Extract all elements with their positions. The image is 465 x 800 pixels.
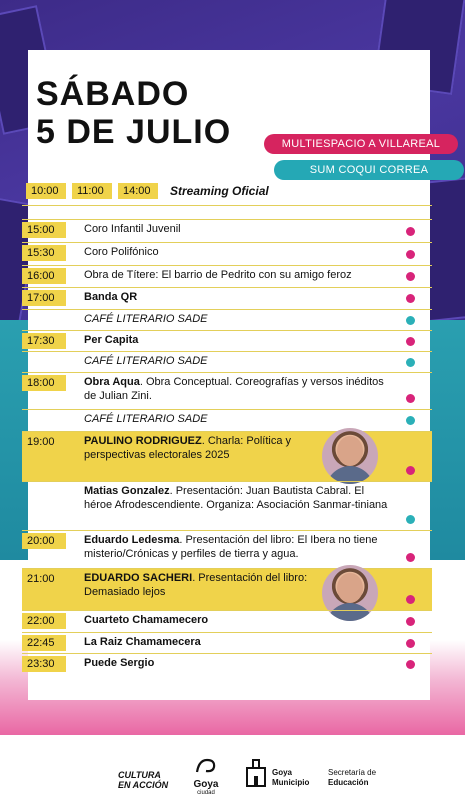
- schedule-description: [84, 312, 394, 326]
- schedule-row: [22, 568, 432, 610]
- schedule-text-part: CAFÉ LITERARIO SADE: [84, 413, 208, 425]
- schedule-time: 19:00: [27, 436, 55, 448]
- schedule-time: 23:30: [22, 656, 66, 672]
- secretaria-label: [328, 768, 376, 788]
- schedule-time: 22:00: [22, 613, 66, 629]
- teal-dot-icon: [406, 515, 415, 524]
- pink-dot-icon: [406, 617, 415, 626]
- schedule-time: 16:00: [22, 268, 66, 284]
- logo-line-2: Libro Goya: [314, 79, 373, 93]
- schedule-row: [22, 219, 432, 242]
- logo-line-1: 7°Feria del: [314, 64, 373, 78]
- goya-swirl-icon: [195, 758, 217, 774]
- schedule-text-part: EDUARDO SACHERI: [84, 572, 193, 584]
- venue-badge-villareal: MULTIESPACIO A VILLAREAL: [264, 134, 458, 154]
- schedule-text-part: PAULINO RODRIGUEZ: [84, 435, 202, 447]
- goya-ciudad-logo: [188, 758, 224, 797]
- schedule-time: 20:00: [22, 533, 66, 549]
- schedule-description: [84, 333, 394, 347]
- pink-dot-icon: [406, 394, 415, 403]
- schedule-description: [84, 635, 394, 649]
- schedule-time: 18:00: [22, 375, 66, 391]
- schedule-row: [22, 265, 432, 287]
- cultura-line-2: EN ACCIÓN: [118, 780, 169, 790]
- pink-dot-icon: [406, 272, 415, 281]
- schedule-description: [84, 245, 394, 259]
- schedule-text-part: . Charla: Política y perspectivas electorales 2025: [84, 435, 292, 461]
- pink-dot-icon: [406, 639, 415, 648]
- schedule-text-part: . Presentación: Juan Bautista Cabral. El héroe Afrodescendiente. Organiza: Asociación Sanmar-tiniana: [84, 485, 388, 511]
- schedule-time: 15:30: [22, 245, 66, 261]
- schedule-description: [84, 375, 394, 403]
- page-title: [36, 75, 231, 151]
- speaker-photo: [322, 428, 378, 484]
- secretaria-line-2: Educación: [328, 778, 369, 787]
- schedule-row: [22, 309, 432, 330]
- municipio-line-1: Goya: [272, 768, 293, 777]
- pink-dot-icon: [406, 294, 415, 303]
- schedule-description: [84, 613, 394, 627]
- pink-dot-icon: [406, 660, 415, 669]
- schedule-description: [84, 290, 394, 304]
- municipio-line-2: Municipio: [272, 778, 310, 787]
- schedule-time: 21:00: [27, 573, 55, 585]
- schedule-row: [22, 653, 432, 674]
- schedule-description: [84, 222, 394, 236]
- schedule-row: [22, 351, 432, 372]
- pink-dot-icon: [406, 337, 415, 346]
- schedule-text-part: La Raiz Chamamecera: [84, 636, 201, 648]
- schedule-row: [22, 242, 432, 265]
- schedule-row: [22, 372, 432, 409]
- schedule-description: [84, 571, 334, 599]
- day-label: SÁBADO: [36, 75, 190, 113]
- schedule-row: [22, 287, 432, 309]
- schedule-text-part: CAFÉ LITERARIO SADE: [84, 313, 208, 325]
- schedule-text-part: . Presentación del libro: Demasiado lejos: [84, 572, 308, 598]
- schedule-row: [22, 610, 432, 632]
- book-sun-icon: [268, 64, 308, 98]
- goya-label: Goya: [193, 779, 219, 790]
- schedule-text-part: Puede Sergio: [84, 657, 155, 669]
- schedule-text-part: Per Capita: [84, 334, 139, 346]
- streaming-time-2: 11:00: [72, 183, 112, 199]
- pink-dot-icon: [406, 227, 415, 236]
- schedule-text-part: Eduardo Ledesma: [84, 534, 180, 546]
- logo-text: [314, 64, 373, 94]
- schedule-text-part: Matias Gonzalez: [84, 485, 170, 497]
- pink-dot-icon: [406, 466, 415, 475]
- schedule-description: [84, 268, 394, 282]
- schedule-text-part: CAFÉ LITERARIO SADE: [84, 355, 208, 367]
- goya-sub-label: ciudad: [197, 790, 215, 796]
- teal-dot-icon: [406, 358, 415, 367]
- feria-logo: [268, 62, 408, 102]
- schedule-text-part: Banda QR: [84, 291, 138, 303]
- schedule-text-part: Obra Aqua: [84, 376, 140, 388]
- schedule-description: [84, 434, 334, 462]
- streaming-time-3: 14:00: [118, 183, 158, 199]
- pink-dot-icon: [406, 595, 415, 604]
- schedule-row: [22, 481, 432, 530]
- schedule-description: [84, 484, 394, 512]
- teal-dot-icon: [406, 416, 415, 425]
- pink-dot-icon: [406, 553, 415, 562]
- teal-dot-icon: [406, 316, 415, 325]
- cultura-line-1: CULTURA: [118, 770, 161, 780]
- schedule-row: [22, 632, 432, 653]
- date-label: 5 DE JULIO: [36, 113, 232, 151]
- schedule-description: [84, 354, 394, 368]
- schedule-text-part: . Presentación del libro: El Ibera no tiene misterio/Crónicas y perfiles de tierra y agua.: [84, 534, 378, 560]
- schedule-text-part: Cuarteto Chamamecero: [84, 614, 209, 626]
- schedule-text-part: Obra de Títere: El barrio de Pedrito con su amigo feroz: [84, 269, 352, 281]
- footer: [0, 740, 465, 800]
- pink-dot-icon: [406, 250, 415, 259]
- schedule-row: [22, 409, 432, 431]
- schedule-time: 17:30: [22, 333, 66, 349]
- schedule-time: 17:00: [22, 290, 66, 306]
- streaming-label: Streaming Oficial: [170, 184, 269, 198]
- streaming-row: [22, 180, 432, 206]
- schedule-description: [84, 412, 394, 426]
- schedule-description: [84, 533, 394, 561]
- venue-badge-coqui: SUM COQUI CORREA: [274, 160, 464, 180]
- streaming-time-1: 10:00: [26, 183, 66, 199]
- schedule-description: [84, 656, 394, 670]
- schedule-text-part: Coro Infantil Juvenil: [84, 223, 181, 235]
- municipio-label: [272, 768, 309, 788]
- schedule-time: 22:45: [22, 635, 66, 651]
- church-icon: [244, 758, 268, 788]
- schedule-text-part: . Obra Conceptual. Coreografías y versos inéditos de Julian Zini.: [84, 376, 384, 402]
- schedule-row: [22, 330, 432, 351]
- schedule-row: [22, 530, 432, 568]
- secretaria-line-1: Secretaría de: [328, 768, 377, 777]
- cultura-logo: [118, 770, 168, 790]
- schedule-row: [22, 431, 432, 481]
- municipio-logo: [244, 758, 268, 793]
- schedule-text-part: Coro Polifónico: [84, 246, 159, 258]
- schedule-time: 15:00: [22, 222, 66, 238]
